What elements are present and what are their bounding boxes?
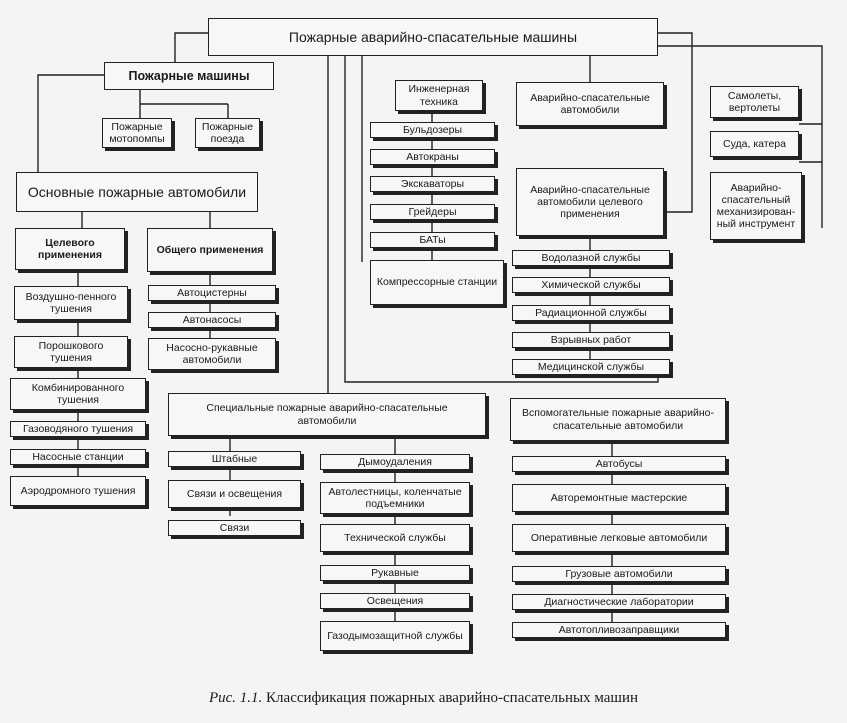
auxiliary-item: Авторемонтные мастерские [512, 484, 726, 512]
special-right-item: Рукавные [320, 565, 470, 581]
rescue-item: Химической службы [512, 277, 670, 293]
special-left-item: Связи и освещения [168, 480, 301, 508]
general-item: Насосно-рукавные автомобили [148, 338, 276, 370]
figure-caption-label: Рис. 1.1. [208, 690, 263, 706]
targeted-item: Газоводяного тушения [10, 421, 146, 437]
rescue-item: Радиационной службы [512, 305, 670, 321]
tools-box: Аварийно- спасательный механизирован- ный инструмент [710, 172, 802, 240]
special-left-item: Штабные [168, 451, 301, 467]
connector-fire-machines-main [38, 75, 104, 172]
rescue-item: Медицинской службы [512, 359, 670, 375]
targeted-item: Воздушно-пенного тушения [14, 286, 128, 320]
general-item: Автоцистерны [148, 285, 276, 301]
targeted-item: Комбинированного тушения [10, 378, 146, 410]
connector-root-fire-machines [175, 33, 208, 62]
motopumps-box: Пожарные мотопомпы [102, 118, 172, 148]
engineering-box: Инженерная техника [395, 80, 483, 111]
rescue-item: Взрывных работ [512, 332, 670, 348]
fire-machines-box: Пожарные машины [104, 62, 274, 90]
special-right-item: Освещения [320, 593, 470, 609]
engineering-item: БАТы [370, 232, 495, 248]
boats-box: Суда, катера [710, 131, 799, 157]
general-item: Автонасосы [148, 312, 276, 328]
special-right-item: Дымоудаления [320, 454, 470, 470]
auxiliary-item: Грузовые автомобили [512, 566, 726, 582]
engineering-item: Автокраны [370, 149, 495, 165]
rescue-targeted-box: Аварийно-спасательные автомобили целевого применения [516, 168, 664, 236]
root-box: Пожарные аварийно-спасательные машины [208, 18, 658, 56]
auxiliary-item: Оперативные легковые автомобили [512, 524, 726, 552]
auxiliary-item: Автобусы [512, 456, 726, 472]
targeted-item: Аэродромного тушения [10, 476, 146, 506]
engineering-item: Бульдозеры [370, 122, 495, 138]
trains-box: Пожарные поезда [195, 118, 260, 148]
general-box: Общего применения [147, 228, 273, 272]
special-left-item: Связи [168, 520, 301, 536]
rescue-box: Аварийно-спасательные автомобили [516, 82, 664, 126]
auxiliary-box: Вспомогательные пожарные аварийно- спасательные автомобили [510, 398, 726, 441]
engineering-item: Грейдеры [370, 204, 495, 220]
targeted-box: Целевого применения [15, 228, 125, 270]
special-right-item: Газодымозащитной службы [320, 621, 470, 651]
special-box: Специальные пожарные аварийно-спасательные автомобили [168, 393, 486, 436]
auxiliary-item: Автотопливозаправщики [512, 622, 726, 638]
main-vehicles-box: Основные пожарные автомобили [16, 172, 258, 212]
targeted-item: Порошкового тушения [14, 336, 128, 368]
engineering-item: Компрессорные станции [370, 260, 504, 305]
special-right-item: Автолестницы, коленчатые подъемники [320, 482, 470, 514]
targeted-item: Насосные станции [10, 449, 146, 465]
special-right-item: Технической службы [320, 524, 470, 552]
aircraft-box: Самолеты, вертолеты [710, 86, 799, 118]
auxiliary-item: Диагностические лаборатории [512, 594, 726, 610]
figure-caption [0, 690, 847, 707]
rescue-item: Водолазной службы [512, 250, 670, 266]
figure-caption-text: Классификация пожарных аварийно-спасательных машин [262, 690, 639, 706]
engineering-item: Экскаваторы [370, 176, 495, 192]
